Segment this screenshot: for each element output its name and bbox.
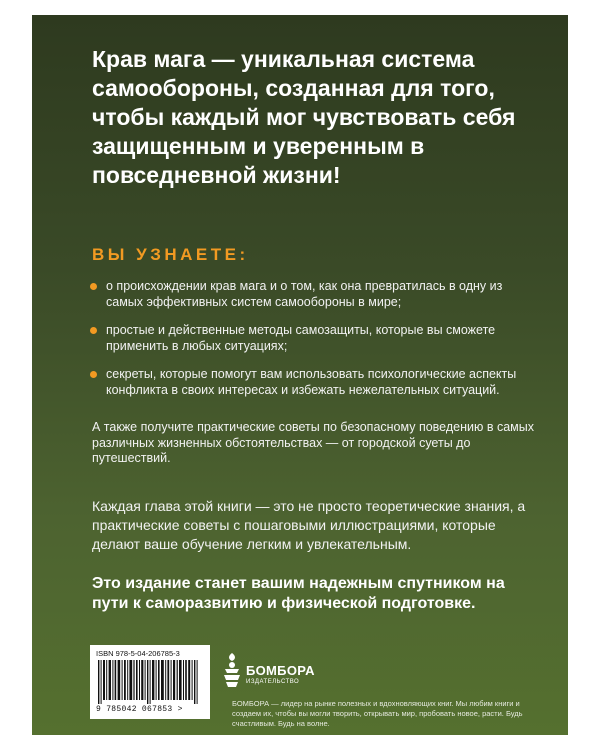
barcode-label: [90, 645, 210, 719]
you-will-learn-heading: ВЫ УЗНАЕТЕ:: [92, 245, 249, 264]
isbn-text: ISBN 978-5-04-206785-3: [96, 649, 180, 658]
publisher-subtitle: ИЗДАТЕЛЬСТВО: [246, 679, 300, 685]
list-item-text: простые и действенные методы самозащиты, которые вы сможете применить в любых ситуациях;: [106, 323, 496, 353]
back-cover: [32, 15, 568, 735]
safety-tips-paragraph: А также получите практические советы по безопасному поведению в самых различных жизненных обстоятельствах — от городской суеты до путешествий.: [92, 420, 534, 465]
publisher-name: БОМБОРА: [246, 663, 315, 678]
publisher-note: БОМБОРА — лидер на рынке полезных и вдохновляющих книг. Мы любим книги и создаем их, чтобы вы могли творить, открывать мир, пробовать новое, расти. Будь счастливым. Будь на волне.: [232, 699, 523, 728]
companion-paragraph: Это издание станет вашим надежным спутником на пути к саморазвитию и физической подготовке.: [92, 575, 505, 612]
bullet-dot-icon: [90, 283, 97, 290]
list-item-text: секреты, которые помогут вам использовать психологические аспекты конфликта в своих интересах и избежать нежелательных ситуаций.: [106, 367, 517, 397]
bombora-logo-icon: [220, 651, 244, 691]
publisher-logo: [220, 651, 315, 695]
list-item: [90, 367, 530, 398]
barcode-icon: [96, 660, 204, 704]
bullet-dot-icon: [90, 371, 97, 378]
headline: Крав мага — уникальная система самообороны, созданная для того, чтобы каждый мог чувствовать себя защищенным и уверенным в повседневной жизни!: [92, 46, 516, 188]
chapters-paragraph: Каждая глава этой книги — это не просто теоретические знания, а практические советы с пошаговыми иллюстрациями, которые делают ваше обучение легким и увлекательным.: [92, 498, 526, 552]
barcode-digits: 9 785042 067853 >: [96, 705, 183, 714]
list-item: [90, 279, 530, 310]
learn-list: [90, 279, 530, 411]
list-item-text: о происхождении крав мага и о том, как она превратилась в одну из самых эффективных систем самообороны в мире;: [106, 279, 503, 309]
bullet-dot-icon: [90, 327, 97, 334]
list-item: [90, 323, 530, 354]
